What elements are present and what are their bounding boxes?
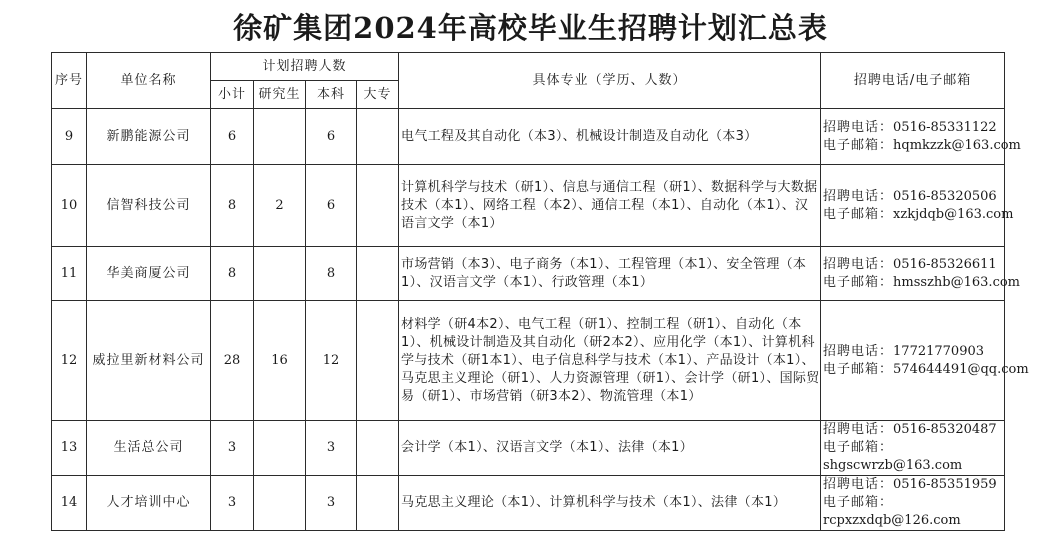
row-seq: 9	[52, 109, 87, 165]
row-subtotal: 8	[211, 247, 254, 301]
header-contact: 招聘电话/电子邮箱	[821, 53, 1005, 109]
row-unit-name: 新鹏能源公司	[87, 109, 211, 165]
row-subtotal: 3	[211, 421, 254, 476]
phone-line	[823, 476, 1004, 494]
email-address: shgscwrzb@163.com	[823, 458, 963, 473]
email-line	[823, 206, 1014, 224]
header-college: 大专	[357, 81, 399, 109]
email-line	[823, 494, 1004, 530]
row-graduate: 2	[254, 165, 306, 247]
row-unit-name: 生活总公司	[87, 421, 211, 476]
table-row	[52, 476, 1005, 531]
phone-label: 招聘电话：	[823, 422, 894, 437]
row-contact	[821, 109, 1021, 165]
phone-line	[823, 188, 1004, 206]
email-line	[823, 274, 1020, 292]
row-bachelor: 3	[306, 476, 357, 531]
row-unit-name: 信智科技公司	[87, 165, 211, 247]
phone-label: 招聘电话：	[823, 477, 894, 492]
row-contact	[821, 301, 1029, 421]
header-subtotal: 小计	[211, 81, 254, 109]
email-label: 电子邮箱：	[823, 137, 894, 153]
row-graduate: 16	[254, 301, 306, 421]
phone-number: 0516-85320487	[893, 422, 997, 437]
table-row	[52, 247, 1005, 301]
phone-line	[823, 256, 1004, 274]
phone-number: 0516-85351959	[893, 477, 997, 492]
phone-label: 招聘电话：	[823, 343, 894, 359]
row-seq: 14	[52, 476, 87, 531]
row-majors: 马克思主义理论（本1）、计算机科学与技术（本1）、法律（本1）	[399, 476, 821, 531]
row-college	[357, 301, 399, 421]
row-seq: 10	[52, 165, 87, 247]
header-bachelor: 本科	[306, 81, 357, 109]
email-address: hqmkzzk@163.com	[893, 137, 1021, 153]
row-seq: 11	[52, 247, 87, 301]
phone-line	[823, 119, 1004, 137]
header-majors: 具体专业（学历、人数）	[399, 53, 821, 109]
phone-line	[823, 343, 1004, 361]
table-body	[52, 53, 1029, 531]
row-contact	[821, 421, 1005, 476]
row-graduate	[254, 476, 306, 531]
row-graduate	[254, 247, 306, 301]
table-row	[52, 301, 1005, 421]
row-subtotal: 28	[211, 301, 254, 421]
row-majors: 市场营销（本3）、电子商务（本1）、工程管理（本1）、安全管理（本1）、汉语言文学（本1）、行政管理（本1）	[399, 247, 821, 301]
phone-number: 0516-85331122	[893, 119, 997, 135]
row-college	[357, 421, 399, 476]
email-address: 574644491@qq.com	[893, 361, 1029, 377]
email-label: 电子邮箱：	[823, 361, 894, 377]
table-row	[52, 421, 1005, 476]
row-unit-name: 威拉里新材料公司	[87, 301, 211, 421]
row-bachelor: 12	[306, 301, 357, 421]
row-graduate	[254, 421, 306, 476]
row-bachelor: 6	[306, 109, 357, 165]
row-unit-name: 人才培训中心	[87, 476, 211, 531]
email-line	[823, 137, 1021, 155]
row-contact	[821, 476, 1005, 531]
row-bachelor: 3	[306, 421, 357, 476]
phone-number: 17721770903	[893, 343, 985, 359]
row-bachelor: 6	[306, 165, 357, 247]
table-row	[52, 109, 1005, 165]
phone-number: 0516-85326611	[893, 256, 997, 272]
row-college	[357, 476, 399, 531]
page-title: 徐矿集团2024年高校毕业生招聘计划汇总表	[233, 11, 828, 45]
header-graduate: 研究生	[254, 81, 306, 109]
row-seq: 12	[52, 301, 87, 421]
row-unit-name: 华美商厦公司	[87, 247, 211, 301]
row-college	[357, 247, 399, 301]
phone-line	[823, 421, 1004, 439]
phone-label: 招聘电话：	[823, 256, 894, 272]
email-address: rcpxzxdqb@126.com	[823, 513, 961, 528]
header-seq: 序号	[52, 53, 87, 109]
row-contact	[821, 165, 1014, 247]
row-subtotal: 3	[211, 476, 254, 531]
email-label: 电子邮箱：	[823, 206, 894, 222]
row-subtotal: 8	[211, 165, 254, 247]
row-college	[357, 109, 399, 165]
row-seq: 13	[52, 421, 87, 476]
row-majors: 电气工程及其自动化（本3）、机械设计制造及自动化（本3）	[399, 109, 821, 165]
header-row-top	[52, 53, 1005, 81]
email-label: 电子邮箱：	[823, 495, 894, 510]
email-address: hmsszhb@163.com	[893, 274, 1020, 290]
row-graduate	[254, 109, 306, 165]
row-majors: 计算机科学与技术（研1）、信息与通信工程（研1）、数据科学与大数据技术（本1）、网络工程（本2）、通信工程（本1）、自动化（本1）、汉语言文学（本1）	[399, 165, 821, 247]
header-unit: 单位名称	[87, 53, 211, 109]
phone-label: 招聘电话：	[823, 119, 894, 135]
phone-number: 0516-85320506	[893, 188, 997, 204]
email-line	[823, 361, 1029, 379]
row-college	[357, 165, 399, 247]
table-row	[52, 165, 1005, 247]
email-address: xzkjdqb@163.com	[893, 206, 1014, 222]
email-line	[823, 439, 1004, 475]
recruitment-table	[51, 52, 1029, 531]
row-majors: 材料学（研4本2）、电气工程（研1）、控制工程（研1）、自动化（本1）、机械设计制造及其自动化（研2本2）、应用化学（本1）、计算机科学与技术（研1本1）、电子信息科学与技术（本1）、产品设计（本1）、马克思主义理论（研1）、人力资源管理（研1）、会计学（研1）、国际贸易（研1）、市场营销（研3本2）、物流管理（本1）	[399, 301, 821, 421]
header-plan: 计划招聘人数	[211, 53, 399, 81]
phone-label: 招聘电话：	[823, 188, 894, 204]
email-label: 电子邮箱：	[823, 274, 894, 290]
row-majors: 会计学（本1）、汉语言文学（本1）、法律（本1）	[399, 421, 821, 476]
row-subtotal: 6	[211, 109, 254, 165]
row-contact	[821, 247, 1020, 301]
row-bachelor: 8	[306, 247, 357, 301]
email-label: 电子邮箱：	[823, 440, 894, 455]
